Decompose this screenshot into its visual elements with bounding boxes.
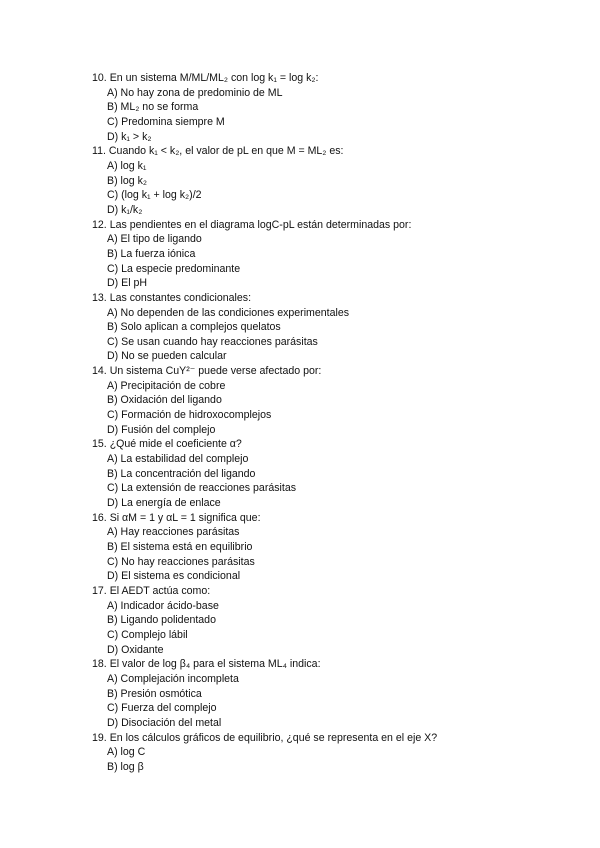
question-list <box>92 71 562 775</box>
question-text: ¿Qué mide el coeficiente α? <box>109 438 242 451</box>
question-text: Cuando k₁ < k₂, el valor de pL en que M = ML₂ es: <box>108 145 344 158</box>
question-text: Si αM = 1 y αL = 1 significa que: <box>109 511 261 524</box>
question-stem <box>92 71 562 86</box>
answer-option: A) log C <box>107 746 146 759</box>
question-block <box>92 584 562 657</box>
question-stem <box>92 584 562 599</box>
question-number: 10. <box>92 72 107 84</box>
answer-option: B) ML₂ no se forma <box>107 101 199 114</box>
question-stem <box>92 291 562 306</box>
answer-option: B) El sistema está en equilibrio <box>107 541 253 553</box>
question-stem <box>92 218 562 233</box>
answer-option: B) La fuerza iónica <box>107 247 196 260</box>
question-text: El valor de log β₄ para el sistema ML₄ indica: <box>109 658 321 671</box>
answer-option: C) Formación de hidroxocomplejos <box>107 409 272 422</box>
question-block <box>92 437 562 510</box>
answer-option: A) Hay reacciones parásitas <box>107 526 240 539</box>
answer-option: C) (log k₁ + log k₂)/2 <box>107 189 202 202</box>
question-block <box>92 218 562 291</box>
question-text: En los cálculos gráficos de equilibrio, ¿qué se representa en el eje X? <box>109 731 438 744</box>
answer-option: B) Solo aplican a complejos quelatos <box>107 321 281 334</box>
answer-option: B) log β <box>107 760 144 773</box>
answer-option: A) El tipo de ligando <box>107 233 202 246</box>
question-block <box>92 144 562 217</box>
question-block <box>92 657 562 730</box>
question-stem <box>92 437 562 452</box>
answer-option: C) Se usan cuando hay reacciones parásitas <box>107 335 318 348</box>
answer-option: B) Ligando polidentado <box>107 614 216 627</box>
answer-option: A) log k₁ <box>107 159 147 172</box>
question-stem <box>92 657 562 672</box>
answer-option: D) Disociación del metal <box>107 716 222 729</box>
question-block <box>92 291 562 364</box>
answer-option: A) No hay zona de predominio de ML <box>107 86 283 99</box>
question-number: 14. <box>92 365 107 378</box>
question-number: 17. <box>92 584 107 597</box>
answer-option: D) k₁ > k₂ <box>107 130 152 143</box>
question-number: 18. <box>92 658 107 671</box>
answer-option: C) Fuerza del complejo <box>107 702 217 715</box>
answer-option: C) Complejo lábil <box>107 628 188 641</box>
answer-option: D) La energía de enlace <box>107 497 221 510</box>
answer-option: D) El pH <box>107 277 148 290</box>
question-block <box>92 71 562 144</box>
answer-option: D) El sistema es condicional <box>107 570 241 583</box>
answer-option: D) No se pueden calcular <box>107 350 227 363</box>
question-text: En un sistema M/ML/ML₂ con log k₁ = log k₂: <box>109 72 319 84</box>
answer-option: C) La extensión de reacciones parásitas <box>107 482 297 495</box>
question-stem <box>92 731 562 746</box>
question-text: Un sistema CuY²⁻ puede verse afectado por: <box>109 365 322 378</box>
answer-option: B) La concentración del ligando <box>107 467 256 480</box>
answer-option: B) Presión osmótica <box>107 687 202 700</box>
question-number: 13. <box>92 291 107 304</box>
question-number: 12. <box>92 218 107 231</box>
answer-option: B) Oxidación del ligando <box>107 394 222 407</box>
answer-option: B) log k₂ <box>107 174 148 187</box>
answer-option: A) La estabilidad del complejo <box>107 453 249 466</box>
question-text: Las pendientes en el diagrama logC-pL están determinadas por: <box>109 218 412 231</box>
answer-option: D) k₁/k₂ <box>107 203 143 216</box>
question-stem <box>92 511 562 526</box>
answer-option: A) Complejación incompleta <box>107 672 239 685</box>
answer-option: C) La especie predominante <box>107 262 241 275</box>
answer-option: D) Fusión del complejo <box>107 423 216 436</box>
answer-option: A) No dependen de las condiciones experimentales <box>107 306 350 319</box>
question-number: 19. <box>92 731 107 744</box>
answer-option: A) Indicador ácido-base <box>107 599 219 612</box>
question-text: El AEDT actúa como: <box>109 584 211 597</box>
question-stem <box>92 144 562 159</box>
question-number: 11. <box>92 145 106 158</box>
answer-option: D) Oxidante <box>107 643 164 656</box>
question-number: 16. <box>92 511 107 524</box>
answer-option: A) Precipitación de cobre <box>107 379 226 392</box>
question-block <box>92 364 562 437</box>
question-block <box>92 511 562 584</box>
answer-option: C) No hay reacciones parásitas <box>107 555 255 568</box>
question-number: 15. <box>92 438 107 451</box>
question-block <box>92 731 562 775</box>
question-text: Las constantes condicionales: <box>109 291 252 304</box>
answer-option: C) Predomina siempre M <box>107 115 225 128</box>
question-stem <box>92 364 562 379</box>
